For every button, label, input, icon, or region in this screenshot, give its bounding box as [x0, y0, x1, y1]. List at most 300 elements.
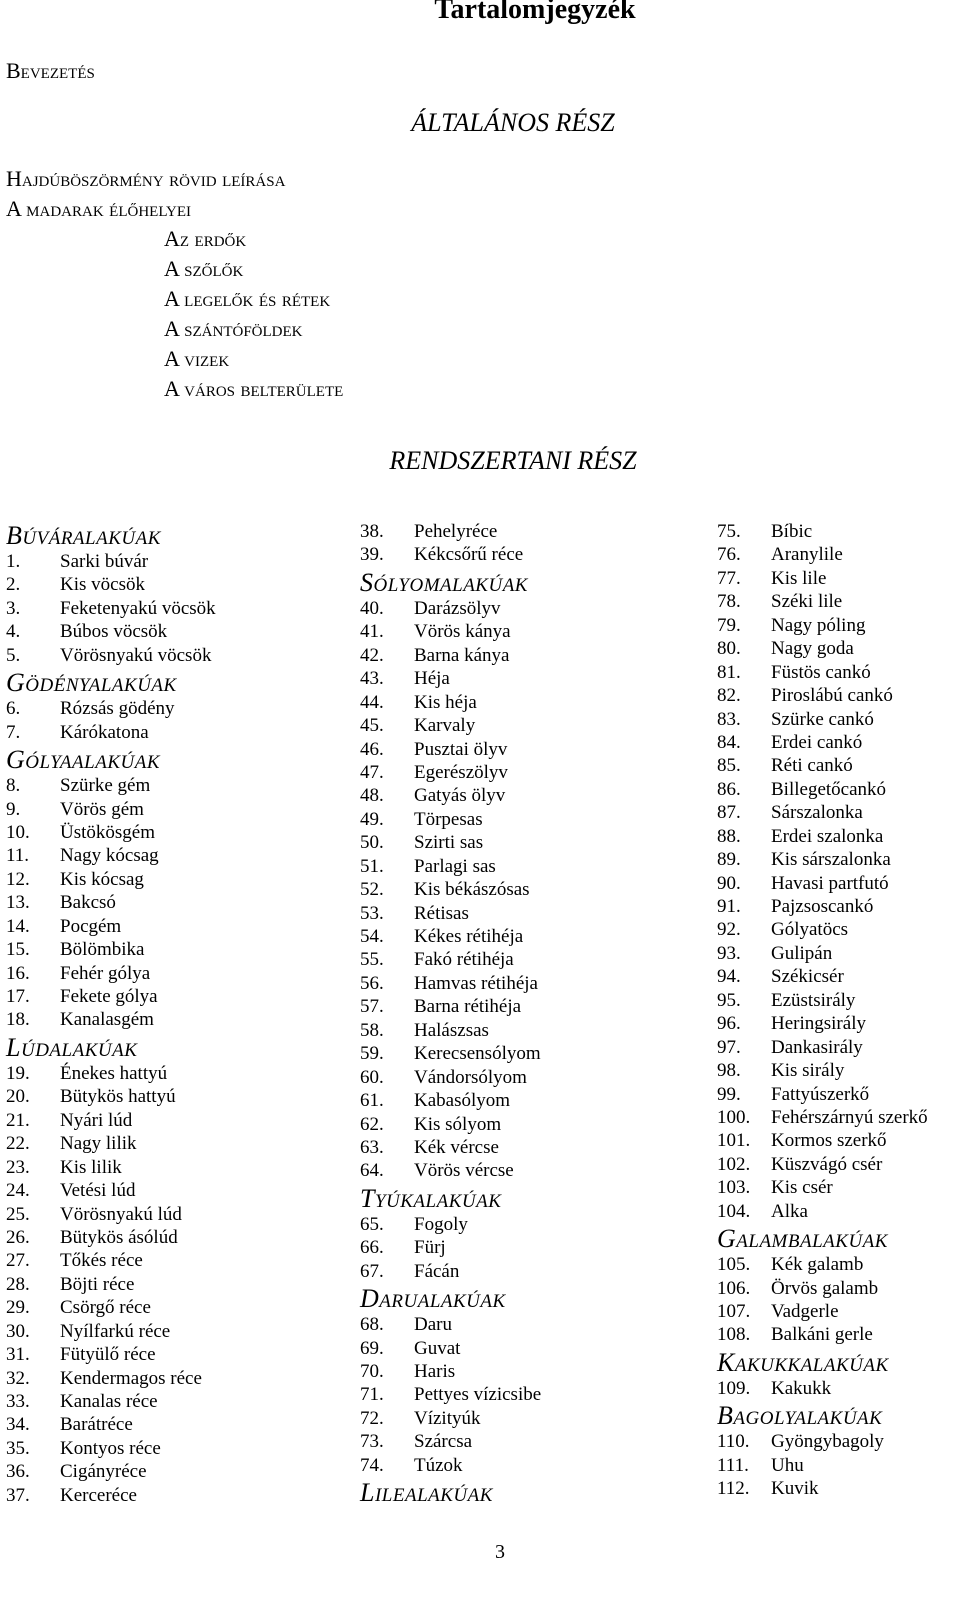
- toc-entry-name: Kanalasgém: [60, 1009, 154, 1031]
- toc-entry-name: Kis lilik: [60, 1156, 122, 1178]
- toc-entry-number: 111.: [717, 1454, 749, 1476]
- toc-species-entry[interactable]: [717, 1300, 928, 1323]
- toc-entry-number: 92.: [717, 919, 741, 941]
- toc-species-entry[interactable]: [717, 708, 928, 731]
- toc-species-entry[interactable]: [717, 965, 928, 988]
- toc-entry-number: 13.: [6, 892, 30, 914]
- toc-species-entry[interactable]: [360, 1136, 541, 1159]
- toc-entry-number: 8.: [6, 775, 21, 797]
- toc-entry-name: Füstös cankó: [771, 661, 871, 683]
- toc-entry-name: Pajzsoscankó: [771, 896, 874, 917]
- toc-species-entry[interactable]: [717, 731, 928, 754]
- toc-entry-number: 37.: [6, 1484, 30, 1506]
- toc-general-item[interactable]: A szőlők: [164, 256, 244, 281]
- toc-entry-number: 43.: [360, 668, 384, 690]
- toc-entry-number: 17.: [6, 986, 30, 1007]
- toc-entry-number: 72.: [360, 1407, 384, 1429]
- toc-entry-name: Barna kánya: [414, 644, 510, 666]
- toc-entry-name: Fütyülő réce: [60, 1344, 156, 1366]
- toc-entry-name: Vörös kánya: [414, 621, 511, 643]
- toc-entry-number: 64.: [360, 1160, 384, 1182]
- toc-species-entry[interactable]: [360, 1089, 541, 1112]
- toc-entry-name: Karvaly: [414, 715, 476, 737]
- toc-entry-number: 109.: [717, 1377, 751, 1399]
- toc-species-entry[interactable]: [717, 1059, 928, 1082]
- toc-species-entry[interactable]: [360, 620, 541, 643]
- toc-entry-name: Szárcsa: [414, 1431, 473, 1453]
- toc-order-heading[interactable]: BAGOLYALAKÚAK: [717, 1401, 883, 1431]
- toc-species-entry[interactable]: [717, 590, 928, 613]
- toc-order-heading[interactable]: DARUALAKÚAK: [360, 1284, 506, 1314]
- toc-intro[interactable]: Bevezetés: [6, 58, 95, 83]
- toc-entry-name: Gyöngybagoly: [771, 1431, 884, 1453]
- toc-entry-number: 78.: [717, 591, 741, 613]
- toc-general-item[interactable]: A legelők és rétek: [164, 286, 331, 311]
- toc-entry-number: 49.: [360, 808, 384, 830]
- toc-entry-number: 67.: [360, 1260, 384, 1282]
- toc-entry-number: 50.: [360, 832, 384, 854]
- toc-species-entry[interactable]: [360, 1337, 541, 1360]
- toc-entry-name: Fehérszárnyú szerkő: [771, 1106, 928, 1128]
- toc-species-entry[interactable]: [360, 902, 541, 925]
- toc-entry-name: Kis vöcsök: [60, 574, 145, 596]
- toc-species-entry[interactable]: [6, 1132, 216, 1155]
- toc-entry-number: 81.: [717, 661, 741, 683]
- toc-entry-name: Bakcsó: [60, 892, 116, 914]
- toc-entry-name: Nagy lilik: [60, 1133, 137, 1155]
- toc-species-entry[interactable]: [717, 1036, 928, 1059]
- toc-entry-name: Aranylile: [771, 544, 843, 566]
- toc-entry-name: Bölömbika: [60, 939, 145, 961]
- toc-entry-number: 61.: [360, 1090, 384, 1112]
- toc-species-entry[interactable]: [6, 1296, 216, 1319]
- toc-species-entry[interactable]: [717, 1129, 928, 1152]
- toc-species-entry[interactable]: [360, 1407, 541, 1430]
- toc-entry-name: Kis csér: [771, 1177, 833, 1199]
- toc-species-entry[interactable]: [360, 1159, 541, 1182]
- toc-species-entry[interactable]: [717, 1153, 928, 1176]
- toc-species-entry[interactable]: [6, 1390, 216, 1413]
- toc-entry-number: 52.: [360, 879, 384, 901]
- toc-species-entry[interactable]: [717, 543, 928, 566]
- toc-entry-number: 55.: [360, 949, 384, 971]
- toc-entry-number: 54.: [360, 926, 384, 947]
- toc-species-entry[interactable]: [360, 1019, 541, 1042]
- toc-species-entry[interactable]: [717, 614, 928, 637]
- toc-species-entry[interactable]: [717, 661, 928, 684]
- general-part-list: [6, 164, 343, 404]
- toc-species-entry[interactable]: [717, 520, 928, 543]
- toc-entry-name: Vetési lúd: [60, 1180, 136, 1202]
- toc-species-entry[interactable]: [6, 985, 216, 1008]
- toc-species-entry[interactable]: [6, 1320, 216, 1343]
- toc-entry-number: 90.: [717, 872, 741, 894]
- toc-entry-name: Parlagi sas: [414, 855, 496, 877]
- toc-entry-number: 56.: [360, 972, 384, 994]
- toc-species-entry[interactable]: [717, 1430, 928, 1453]
- toc-entry-name: Törpesas: [414, 808, 483, 830]
- toc-general-item[interactable]: A vizek: [164, 346, 230, 371]
- toc-species-entry[interactable]: [717, 684, 928, 707]
- toc-species-entry[interactable]: [717, 895, 928, 918]
- toc-entry-name: Küszvágó csér: [771, 1153, 883, 1175]
- toc-species-entry[interactable]: [360, 1383, 541, 1406]
- toc-species-entry[interactable]: [717, 1012, 928, 1035]
- toc-entry-name: Erdei szalonka: [771, 825, 884, 847]
- toc-entry-name: Halászsas: [414, 1019, 489, 1041]
- toc-species-entry[interactable]: [360, 1360, 541, 1383]
- systematic-part-heading: RENDSZERTANI RÉSZ: [389, 446, 637, 475]
- toc-entry-name: Fogoly: [414, 1213, 468, 1235]
- toc-entry-name: Egerészölyv: [414, 761, 508, 783]
- toc-species-entry[interactable]: [717, 1377, 928, 1400]
- toc-entry-name: Kis lile: [771, 567, 827, 589]
- toc-entry-number: 2.: [6, 574, 21, 596]
- toc-entry-number: 32.: [6, 1367, 30, 1389]
- toc-entry-number: 62.: [360, 1113, 384, 1135]
- toc-species-entry[interactable]: [6, 868, 216, 891]
- toc-species-entry[interactable]: [6, 891, 216, 914]
- toc-species-entry[interactable]: [6, 821, 216, 844]
- toc-entry-name: Darázsölyv: [414, 597, 501, 619]
- toc-entry-number: 15.: [6, 939, 30, 961]
- toc-entry-number: 40.: [360, 597, 384, 619]
- toc-entry-name: Nagy póling: [771, 614, 866, 636]
- toc-species-entry[interactable]: [6, 1062, 216, 1085]
- toc-order-heading[interactable]: BÚVÁRALAKÚAK: [6, 521, 161, 550]
- toc-species-entry[interactable]: [717, 754, 928, 777]
- toc-entry-number: 4.: [6, 621, 21, 643]
- toc-species-entry[interactable]: [6, 938, 216, 961]
- toc-entry-number: 34.: [6, 1414, 30, 1436]
- toc-entry-number: 10.: [6, 821, 30, 843]
- toc-entry-name: Nagy kócsag: [60, 845, 159, 867]
- toc-general-item[interactable]: A madarak élőhelyei: [6, 196, 191, 221]
- toc-entry-name: Vörös vércse: [414, 1160, 514, 1182]
- toc-order-heading[interactable]: LILEALAKÚAK: [360, 1478, 493, 1508]
- toc-species-entry[interactable]: [717, 872, 928, 895]
- toc-species-entry[interactable]: [717, 825, 928, 848]
- toc-entry-name: Kendermagos réce: [60, 1367, 202, 1389]
- toc-entry-number: 18.: [6, 1009, 30, 1031]
- toc-general-item[interactable]: Az erdők: [164, 226, 247, 251]
- toc-entry-name: Székicsér: [771, 966, 844, 988]
- toc-entry-number: 5.: [6, 644, 21, 666]
- toc-entry-number: 101.: [717, 1130, 751, 1152]
- general-part-heading: ÁLTALÁNOS RÉSZ: [411, 108, 615, 137]
- toc-species-entry[interactable]: [6, 1203, 216, 1226]
- toc-entry-name: Kakukk: [771, 1377, 832, 1399]
- toc-entry-number: 33.: [6, 1391, 30, 1412]
- toc-species-entry[interactable]: [6, 774, 216, 797]
- toc-species-entry[interactable]: [6, 1343, 216, 1366]
- toc-entry-number: 26.: [6, 1226, 30, 1248]
- toc-species-entry[interactable]: [717, 848, 928, 871]
- toc-entry-name: Kercerécе: [60, 1484, 137, 1506]
- toc-species-entry[interactable]: [360, 667, 541, 690]
- toc-order-heading[interactable]: TYÚKALAKÚAK: [360, 1183, 502, 1213]
- toc-entry-number: 100.: [717, 1106, 751, 1128]
- toc-species-entry[interactable]: [6, 1179, 216, 1202]
- toc-entry-name: Kis héja: [414, 691, 477, 713]
- toc-general-item[interactable]: A szántóföldek: [164, 316, 303, 341]
- toc-entry-name: Barna rétihéja: [414, 996, 522, 1018]
- toc-entry-number: 84.: [717, 731, 741, 753]
- toc-species-entry[interactable]: [717, 1176, 928, 1199]
- toc-species-entry[interactable]: [360, 543, 541, 566]
- toc-entry-number: 110.: [717, 1431, 750, 1453]
- toc-entry-number: 70.: [360, 1361, 384, 1382]
- toc-entry-number: 46.: [360, 738, 384, 760]
- toc-entry-number: 91.: [717, 896, 741, 917]
- toc-entry-name: Ezüstsirály: [771, 989, 856, 1011]
- toc-entry-number: 28.: [6, 1273, 30, 1295]
- toc-entry-number: 44.: [360, 691, 384, 713]
- toc-species-entry[interactable]: [360, 1313, 541, 1336]
- toc-entry-number: 74.: [360, 1454, 384, 1476]
- toc-species-entry[interactable]: [6, 697, 216, 720]
- toc-species-entry[interactable]: [717, 778, 928, 801]
- toc-entry-number: 39.: [360, 544, 384, 566]
- page-title: Tartalomjegyzék: [434, 0, 636, 25]
- toc-species-entry[interactable]: [360, 1430, 541, 1453]
- toc-species-entry[interactable]: [717, 1323, 928, 1346]
- toc-species-entry[interactable]: [360, 995, 541, 1018]
- toc-species-entry[interactable]: [360, 878, 541, 901]
- toc-species-entry[interactable]: [6, 1085, 216, 1108]
- toc-entry-name: Szürke cankó: [771, 708, 874, 730]
- toc-species-entry[interactable]: [6, 573, 216, 596]
- toc-species-entry[interactable]: [6, 915, 216, 938]
- toc-entry-name: Pusztai ölyv: [414, 738, 508, 760]
- toc-entry-name: Vörösnyakú vöcsök: [60, 644, 212, 666]
- toc-entry-name: Kis kócsag: [60, 868, 144, 890]
- toc-species-entry[interactable]: [6, 1460, 216, 1483]
- toc-entry-number: 7.: [6, 721, 21, 743]
- toc-order-heading[interactable]: KAKUKKALAKÚAK: [717, 1347, 889, 1377]
- page-number: 3: [495, 1541, 505, 1563]
- toc-entry-number: 102.: [717, 1153, 751, 1175]
- toc-order-heading[interactable]: GÓLYAALAKÚAK: [6, 745, 160, 775]
- toc-species-entry[interactable]: [360, 1066, 541, 1089]
- toc-entry-name: Kárókatona: [60, 721, 149, 743]
- toc-species-entry[interactable]: [360, 1454, 541, 1477]
- toc-entry-number: 47.: [360, 761, 384, 783]
- toc-entry-name: Bíbic: [771, 521, 813, 542]
- toc-entry-number: 95.: [717, 989, 741, 1011]
- toc-species-entry[interactable]: [360, 1213, 541, 1236]
- toc-entry-name: Barátréce: [60, 1414, 133, 1436]
- toc-entry-number: 3.: [6, 597, 21, 619]
- toc-entry-name: Billegetőcankó: [771, 778, 887, 800]
- toc-species-entry[interactable]: [360, 784, 541, 807]
- toc-species-entry[interactable]: [6, 1109, 216, 1132]
- toc-entry-number: 20.: [6, 1086, 30, 1108]
- toc-entry-name: Vándorsólyom: [414, 1066, 527, 1088]
- toc-species-entry[interactable]: [717, 801, 928, 824]
- toc-entry-name: Sarki búvár: [60, 551, 149, 572]
- toc-species-entry[interactable]: [6, 644, 216, 667]
- toc-entry-name: Kékcsőrű réce: [414, 544, 524, 566]
- toc-entry-number: 51.: [360, 855, 384, 877]
- toc-general-item[interactable]: A város belterülete: [164, 376, 344, 401]
- toc-species-entry[interactable]: [360, 597, 541, 620]
- toc-entry-number: 104.: [717, 1200, 751, 1222]
- toc-species-entry[interactable]: [6, 1484, 216, 1507]
- toc-entry-number: 103.: [717, 1177, 751, 1199]
- toc-entry-number: 23.: [6, 1156, 30, 1178]
- toc-entry-number: 79.: [717, 614, 741, 636]
- toc-species-entry[interactable]: [360, 1113, 541, 1136]
- toc-species-entry[interactable]: [6, 1273, 216, 1296]
- toc-entry-number: 53.: [360, 902, 384, 924]
- toc-entry-name: Kerecsensólyom: [414, 1043, 541, 1065]
- toc-species-entry[interactable]: [717, 1106, 928, 1129]
- toc-species-entry[interactable]: [6, 597, 216, 620]
- toc-entry-number: 35.: [6, 1437, 30, 1459]
- toc-entry-number: 27.: [6, 1250, 30, 1272]
- toc-entry-number: 16.: [6, 962, 30, 984]
- toc-entry-number: 94.: [717, 966, 741, 988]
- toc-entry-name: Csörgő réce: [60, 1297, 151, 1319]
- toc-species-entry[interactable]: [6, 1367, 216, 1390]
- toc-species-entry[interactable]: [360, 691, 541, 714]
- toc-order-heading[interactable]: GALAMBALAKÚAK: [717, 1224, 888, 1254]
- toc-species-entry[interactable]: [360, 1236, 541, 1259]
- toc-entry-name: Haris: [414, 1361, 456, 1382]
- toc-entry-name: Kis sirály: [771, 1060, 845, 1082]
- toc-species-entry[interactable]: [717, 989, 928, 1012]
- toc-entry-number: 108.: [717, 1324, 751, 1346]
- toc-entry-number: 80.: [717, 638, 741, 660]
- toc-entry-number: 71.: [360, 1384, 384, 1406]
- toc-entry-number: 97.: [717, 1036, 741, 1058]
- toc-species-entry[interactable]: [717, 1083, 928, 1106]
- toc-entry-number: 82.: [717, 685, 741, 707]
- toc-entry-number: 30.: [6, 1320, 30, 1342]
- toc-species-entry[interactable]: [360, 808, 541, 831]
- toc-entry-name: Rétisas: [414, 902, 469, 924]
- toc-entry-number: 21.: [6, 1109, 30, 1131]
- toc-entry-number: 112.: [717, 1478, 750, 1500]
- toc-entry-number: 76.: [717, 544, 741, 566]
- toc-species-entry[interactable]: [717, 637, 928, 660]
- toc-species-entry[interactable]: [6, 1413, 216, 1436]
- toc-species-entry[interactable]: [717, 567, 928, 590]
- toc-species-entry[interactable]: [360, 925, 541, 948]
- toc-entry-name: Balkáni gerle: [771, 1324, 873, 1346]
- toc-entry-number: 63.: [360, 1136, 384, 1158]
- toc-entry-number: 6.: [6, 698, 21, 720]
- toc-entry-number: 89.: [717, 849, 741, 871]
- toc-entry-name: Kis békászósas: [414, 879, 530, 901]
- toc-entry-name: Héja: [414, 668, 450, 690]
- toc-species-entry[interactable]: [6, 1249, 216, 1272]
- toc-entry-name: Kék galamb: [771, 1254, 864, 1276]
- toc-species-entry[interactable]: [6, 1437, 216, 1460]
- toc-entry-number: 12.: [6, 868, 30, 890]
- toc-entry-name: Fehér gólya: [60, 962, 151, 984]
- toc-species-entry[interactable]: [6, 1226, 216, 1249]
- toc-species-entry[interactable]: [360, 831, 541, 854]
- toc-entry-name: Kontyos réce: [60, 1437, 161, 1459]
- toc-species-entry[interactable]: [717, 942, 928, 965]
- toc-entry-name: Kis sárszalonka: [771, 849, 891, 871]
- toc-species-entry[interactable]: [6, 1008, 216, 1031]
- toc-species-entry[interactable]: [6, 844, 216, 867]
- toc-species-entry[interactable]: [717, 1253, 928, 1276]
- toc-entry-name: Túzok: [414, 1454, 463, 1476]
- toc-entry-number: 31.: [6, 1344, 30, 1366]
- toc-entry-name: Fürj: [414, 1237, 446, 1259]
- toc-entry-name: Réti cankó: [771, 755, 853, 777]
- toc-species-entry[interactable]: [360, 761, 541, 784]
- toc-species-entry[interactable]: [6, 1156, 216, 1179]
- toc-species-entry[interactable]: [6, 798, 216, 821]
- toc-order-heading[interactable]: GÖDÉNYALAKÚAK: [6, 668, 177, 698]
- toc-species-entry[interactable]: [717, 918, 928, 941]
- toc-entry-number: 107.: [717, 1301, 751, 1322]
- toc-order-heading[interactable]: LÚDALAKÚAK: [6, 1032, 138, 1062]
- toc-entry-number: 11.: [6, 845, 30, 867]
- toc-species-entry[interactable]: [360, 520, 541, 543]
- toc-entry-name: Nyári lúd: [60, 1109, 133, 1131]
- toc-species-entry[interactable]: [6, 620, 216, 643]
- toc-entry-name: Kékes rétihéja: [414, 926, 524, 947]
- toc-entry-name: Örvös galamb: [771, 1277, 879, 1299]
- toc-species-entry[interactable]: [360, 1260, 541, 1283]
- toc-species-entry[interactable]: [360, 644, 541, 667]
- toc-entry-name: Erdei cankó: [771, 731, 863, 753]
- toc-species-entry[interactable]: [360, 1042, 541, 1065]
- toc-entry-name: Tőkés réce: [60, 1250, 143, 1272]
- toc-entry-number: 93.: [717, 942, 741, 964]
- toc-species-entry[interactable]: [360, 972, 541, 995]
- toc-entry-name: Pocgém: [60, 915, 122, 937]
- toc-column-3: [717, 520, 928, 1501]
- toc-entry-number: 25.: [6, 1203, 30, 1225]
- toc-species-entry[interactable]: [717, 1277, 928, 1300]
- toc-species-entry[interactable]: [360, 714, 541, 737]
- toc-entry-name: Vörösnyakú lúd: [60, 1203, 182, 1225]
- toc-entry-name: Fattyúszerkő: [771, 1083, 870, 1105]
- toc-entry-number: 75.: [717, 521, 741, 542]
- toc-species-entry[interactable]: [360, 948, 541, 971]
- toc-order-heading[interactable]: SÓLYOMALAKÚAK: [360, 567, 528, 597]
- toc-species-entry[interactable]: [717, 1477, 928, 1500]
- toc-species-entry[interactable]: [717, 1454, 928, 1477]
- toc-species-entry[interactable]: [6, 721, 216, 744]
- toc-entry-name: Gatyás ölyv: [414, 785, 506, 807]
- toc-entry-number: 99.: [717, 1083, 741, 1105]
- toc-entry-name: Kanalas réce: [60, 1391, 158, 1412]
- toc-species-entry[interactable]: [360, 855, 541, 878]
- toc-entry-number: 59.: [360, 1043, 384, 1065]
- toc-entry-name: Kék vércse: [414, 1136, 499, 1158]
- toc-species-entry[interactable]: [717, 1200, 928, 1223]
- toc-entry-number: 87.: [717, 802, 741, 824]
- toc-entry-number: 98.: [717, 1060, 741, 1082]
- toc-entry-number: 73.: [360, 1431, 384, 1453]
- toc-entry-number: 88.: [717, 825, 741, 847]
- toc-general-item[interactable]: Hajdúböszörmény rövid leírása: [6, 166, 286, 191]
- toc-species-entry[interactable]: [6, 962, 216, 985]
- toc-entry-name: Pettyes vízicsibe: [414, 1384, 542, 1406]
- toc-species-entry[interactable]: [360, 738, 541, 761]
- toc-entry-number: 22.: [6, 1133, 30, 1155]
- toc-entry-name: Böjti réce: [60, 1273, 135, 1295]
- toc-species-entry[interactable]: [6, 550, 216, 573]
